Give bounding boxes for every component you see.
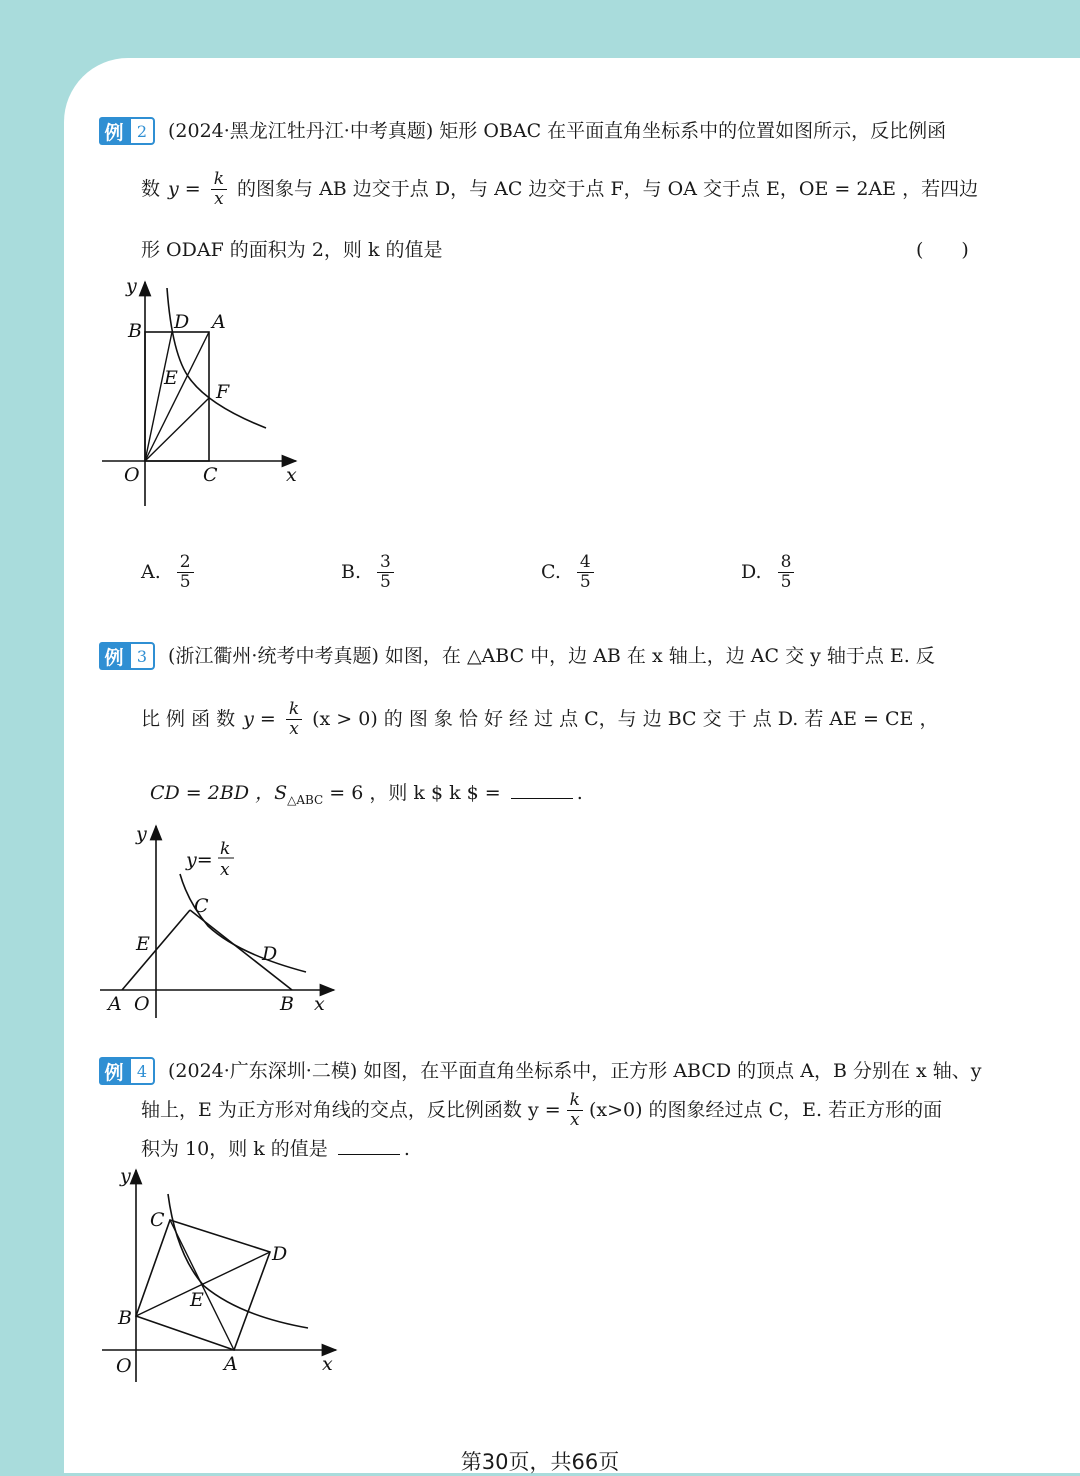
label-x: x: [314, 993, 325, 1015]
label-d: D: [272, 1243, 288, 1265]
q3-fraction: $\frac{k}{x}$: [286, 700, 302, 738]
label-func-lhs: y=: [186, 849, 213, 871]
label-b: B: [128, 320, 142, 342]
label-c: C: [194, 895, 209, 917]
example-tag-number: 3: [129, 642, 155, 670]
label-a: A: [212, 311, 226, 333]
example-tag-label: 例: [99, 117, 129, 145]
label-e: E: [164, 367, 178, 389]
q4-fraction: $\frac{k}{x}$: [567, 1091, 583, 1129]
label-d: D: [262, 943, 278, 965]
label-func-x: x: [220, 860, 230, 880]
answer-blank[interactable]: [338, 1138, 400, 1155]
answer-blank[interactable]: [511, 782, 573, 799]
option-a[interactable]: A. $\frac{2}{5}$: [141, 553, 196, 591]
q2-figure: [100, 276, 310, 512]
q3-line-2: 比 例 函 数 y = $\frac{k}{x}$ (x > 0) 的 图 象 恰 好 经 过 点 C，与 边 BC 交 于 点 D. 若 AE = CE ，: [141, 699, 939, 739]
label-a: A: [224, 1353, 238, 1375]
label-c: C: [150, 1209, 165, 1231]
label-y: y: [126, 276, 137, 297]
q2-line-3: 形 ODAF 的面积为 2，则 k 的值是: [141, 239, 443, 261]
label-o: O: [124, 464, 140, 486]
option-c[interactable]: C. $\frac{4}{5}$: [541, 553, 596, 591]
example-tag-label: 例: [99, 642, 129, 670]
answer-parentheses: ( ): [916, 239, 969, 261]
label-c: C: [203, 464, 218, 486]
page-footer: 第30页，共66页: [460, 1450, 620, 1474]
label-y: y: [120, 1165, 131, 1187]
q2-fraction: $\frac{k}{x}$: [211, 170, 227, 208]
hyperbola-curve: [180, 874, 306, 972]
q4-line-2: 轴上，E 为正方形对角线的交点，反比例函数 y = $\frac{k}{x}$ (x>0) 的图象经过点 C，E. 若正方形的面: [141, 1089, 943, 1130]
q2-line-2: 数 y = $\frac{k}{x}$ 的图象与 AB 边交于点 D，与 AC 边交于点 F，与 OA 交于点 E，OE = 2AE ，若四边: [141, 169, 979, 209]
q2-line-1: (2024·黑龙江牡丹江·中考真题) 矩形 OBAC 在平面直角坐标系中的位置如图所示，反比例函: [168, 120, 947, 142]
label-f: F: [216, 381, 230, 403]
q4-figure: [100, 1164, 344, 1386]
label-x: x: [286, 464, 297, 486]
example-tag: [99, 1057, 155, 1085]
label-x: x: [322, 1353, 333, 1375]
segment-of: [145, 398, 209, 461]
example-tag-number: 2: [129, 117, 155, 145]
q3-line-1: (浙江衢州·统考中考真题) 如图，在 △ABC 中，边 AB 在 x 轴上，边 AC 交 y 轴于点 E. 反: [168, 645, 935, 667]
label-e: E: [136, 933, 150, 955]
example-tag-label: 例: [99, 1057, 129, 1085]
q3-line-3: CD = 2BD ，$S_{\triangle ABC} = 6$ ，则 k $ k $ = .: [150, 782, 583, 807]
label-d: D: [174, 311, 190, 333]
label-a: A: [108, 993, 122, 1015]
example-tag-number: 4: [129, 1057, 155, 1085]
label-b: B: [280, 993, 294, 1015]
segment-od: [145, 332, 172, 461]
label-o: O: [116, 1355, 132, 1377]
q4-line-1: (2024·广东深圳·二模) 如图，在平面直角坐标系中，正方形 ABCD 的顶点 A，B 分别在 x 轴、y: [168, 1060, 982, 1082]
option-b[interactable]: B. $\frac{3}{5}$: [341, 553, 396, 591]
q4-line-3: 积为 10，则 k 的值是 .: [141, 1138, 410, 1160]
label-y: y: [136, 823, 147, 845]
label-b: B: [118, 1307, 132, 1329]
label-o: O: [134, 993, 150, 1015]
label-func-k: k: [220, 839, 231, 859]
example-tag: [99, 642, 155, 670]
hyperbola-curve: [167, 288, 266, 428]
option-d[interactable]: D. $\frac{8}{5}$: [741, 553, 796, 591]
q3-figure: [98, 822, 342, 1022]
label-e: E: [190, 1289, 204, 1311]
example-tag: [99, 117, 155, 145]
